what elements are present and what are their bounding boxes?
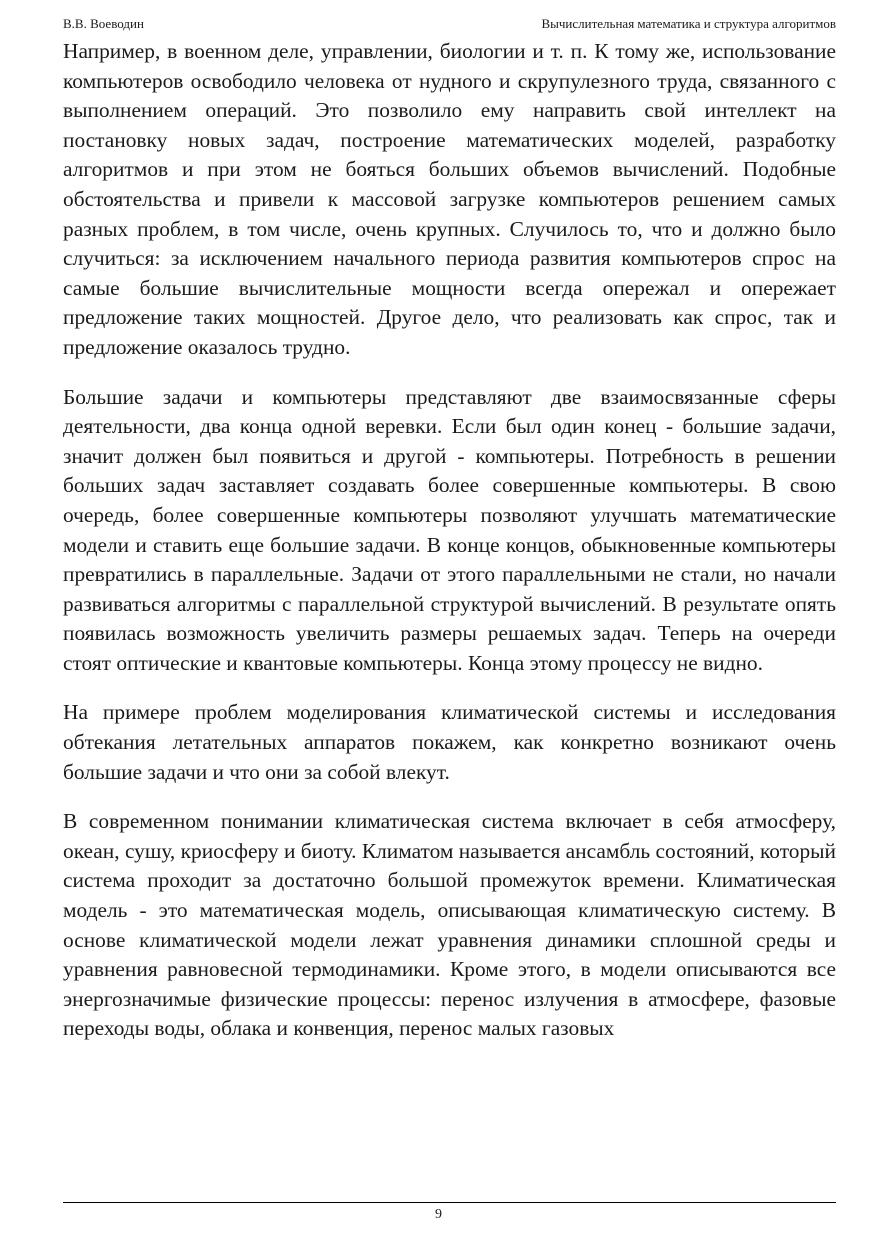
paragraph-4: В современном понимании климатическая система включает в себя атмосферу, океан, сушу, криосферу и биоту. Климатом называется ансамбль состояний, который система проходит за достаточно большой промежуток времени. Климатическая модель - это математическая модель, описывающая климатическую систему. В основе климатической модели лежат уравнения динамики сплошной среды и уравнения равновесной термодинамики. Кроме этого, в модели описываются все энергозначимые физические процессы: перенос излучения в атмосфере, фазовые переходы воды, облака и конвенция, перенос малых газовых	[63, 809, 836, 1041]
header-book-title: Вычислительная математика и структура алгоритмов	[541, 16, 836, 31]
footer-divider	[63, 1202, 836, 1203]
paragraph-2: Большие задачи и компьютеры представляют две взаимосвязанные сферы деятельности, два конца одной веревки. Если был один конец - большие задачи, значит должен был появиться и другой - компьютеры. Потребность в решении больших задач заставляет создавать более совершенные компьютеры. В свою очередь, более совершенные компьютеры позволяют улучшать математические модели и ставить еще большие задачи. В конце концов, обыкновенные компьютеры превратились в параллельные. Задачи от этого параллельными не стали, но начали развиваться алгоритмы с параллельной структурой вычислений. В результате опять появилась возможность увеличить размеры решаемых задач. Теперь на очереди стоят оптические и квантовые компьютеры. Конца этому процессу не видно.	[63, 384, 836, 675]
running-header	[63, 15, 836, 33]
page-body	[63, 37, 836, 1044]
page-number: 9	[435, 1207, 442, 1222]
header-author: В.В. Воеводин	[63, 16, 144, 31]
paragraph-3: На примере проблем моделирования климатической системы и исследования обтекания летательных аппаратов покажем, как конкретно возникают очень большие задачи и что они за собой влекут.	[63, 700, 836, 784]
paragraph-1: Например, в военном деле, управлении, биологии и т. п. К тому же, использование компьютеров освободило человека от нудного и скрупулезного труда, связанного с выполнением операций. Это позволило ему направить свой интеллект на постановку новых задач, построение математических моделей, разработку алгоритмов и при этом не бояться больших объемов вычислений. Подобные обстоятельства и привели к массовой загрузке компьютеров решением самых разных проблем, в том числе, очень крупных. Случилось то, что и должно было случиться: за исключением начального периода развития компьютеров спрос на самые большие вычислительные мощности всегда опережал и опережает предложение таких мощностей. Другое дело, что реализовать как спрос, так и предложение оказалось трудно.	[63, 39, 836, 359]
